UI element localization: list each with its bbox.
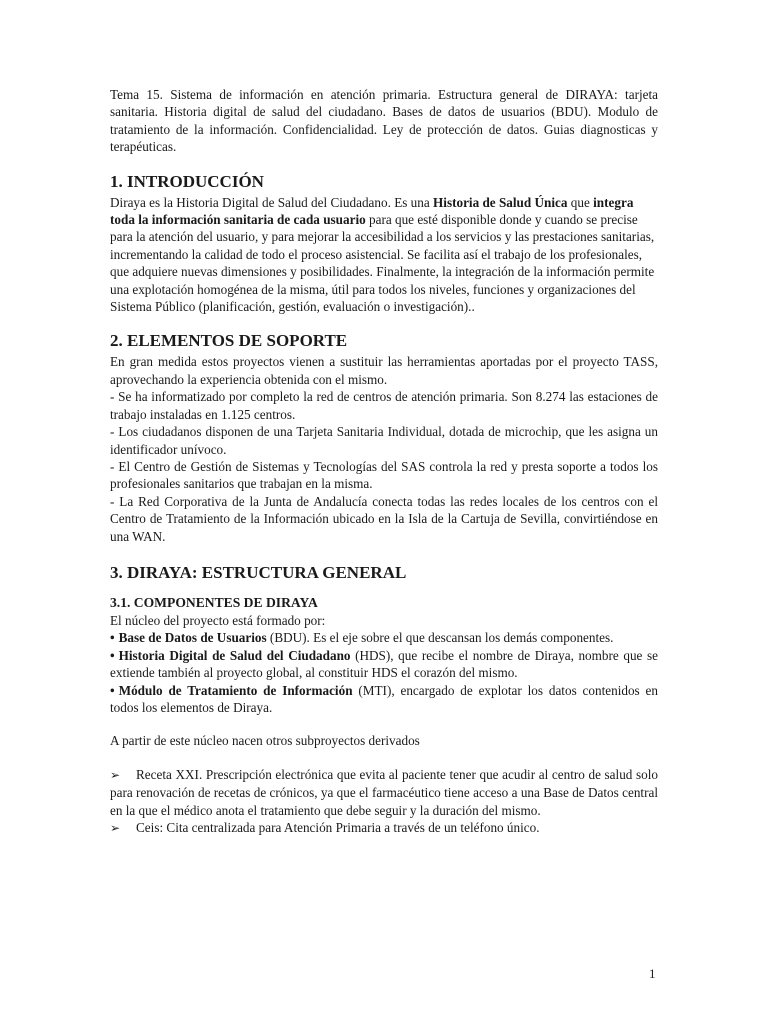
subproject-text: Ceis: Cita centralizada para Atención Primaria a través de un teléfono único. bbox=[136, 820, 540, 835]
bullet-icon: • bbox=[110, 630, 115, 646]
component-item bbox=[110, 647, 658, 682]
component-name: Base de Datos de Usuarios bbox=[118, 630, 267, 646]
component-description: (HDS), que recibe el nombre de Diraya, nombre que se extiende también al proyecto global, al constituir HDS el corazón del mismo. bbox=[110, 647, 658, 681]
bullet-icon: • bbox=[110, 647, 115, 663]
bullet-icon: • bbox=[110, 682, 115, 698]
support-paragraph-2: - Se ha informatizado por completo la red de centros de atención primaria. Son 8.274 las estaciones de trabajo instaladas en 1.125 centros. bbox=[110, 389, 658, 422]
subprojects-lead: A partir de este núcleo nacen otros subproyectos derivados bbox=[110, 733, 420, 749]
intro-text-3: para que esté disponible donde y cuando se precise para la atención del usuario, y para mejorar la accesibilidad a los servicios y las prestaciones sanitarias, incrementando la calidad de todo el proceso asistencial. Se facilita así el trabajo de los profesionales, que adquiere nuevas dimensiones y posibilidades. Finalmente, la integración de la información permite una explotación homogénea de la misma, útil para todos los niveles, funciones y organizaciones del Sistema Público (planificación, gestión, evaluación o investigación).. bbox=[110, 212, 655, 315]
arrow-bullet-icon: ➢ bbox=[110, 821, 121, 835]
section-1-heading: 1. INTRODUCCIÓN bbox=[110, 171, 264, 191]
support-paragraph-5: - La Red Corporativa de la Junta de Andalucía conecta todas las redes locales de los centros con el Centro de Tratamiento de la Información ubicado en la Isla de la Cartuja de Sevilla, convirtiéndose en una WAN. bbox=[110, 493, 658, 544]
support-paragraph-3: - Los ciudadanos disponen de una Tarjeta Sanitaria Individual, dotada de microchip, que les asigna un identificador unívoco. bbox=[110, 424, 658, 457]
section-2-heading: 2. ELEMENTOS DE SOPORTE bbox=[110, 331, 348, 351]
intro-bold-2: integra toda la información sanitaria de cada usuario bbox=[110, 194, 634, 228]
component-description: (MTI), encargado de explotar los datos contenidos en todos los elementos de Diraya. bbox=[110, 682, 658, 715]
support-paragraph-4: - El Centro de Gestión de Sistemas y Tecnologías del SAS controla la red y presta soporte a todos los profesionales sanitarios que trabajan en la misma. bbox=[110, 458, 658, 492]
subproject-item bbox=[110, 819, 658, 837]
component-item bbox=[110, 629, 658, 646]
introduction-paragraph bbox=[110, 194, 658, 316]
support-paragraph-1: En gran medida estos proyectos vienen a sustituir las herramientas aportadas por el proyecto TASS, aprovechando la experiencia obtenida con el mismo. bbox=[110, 354, 658, 387]
component-description: (BDU). Es el eje sobre el que descansan los demás componentes. bbox=[266, 630, 614, 646]
component-name: Historia Digital de Salud del Ciudadano bbox=[118, 647, 351, 663]
subsection-3-1-heading: 3.1. COMPONENTES DE DIRAYA bbox=[110, 594, 318, 610]
component-item bbox=[110, 682, 658, 717]
intro-text-1: Diraya es la Historia Digital de Salud del Ciudadano. Es una bbox=[110, 194, 434, 210]
subproject-item bbox=[110, 766, 658, 819]
section-3-heading: 3. DIRAYA: ESTRUCTURA GENERAL bbox=[110, 562, 407, 582]
components-lead: El núcleo del proyecto está formado por: bbox=[110, 612, 326, 628]
page-number: 1 bbox=[649, 966, 656, 981]
intro-bold-1: Historia de Salud Única bbox=[433, 194, 568, 210]
component-name: Módulo de Tratamiento de Información bbox=[118, 682, 353, 698]
topic-paragraph: Tema 15. Sistema de información en atención primaria. Estructura general de DIRAYA: tarjeta sanitaria. Historia digital de salud del ciudadano. Bases de datos de usuarios (BDU). Modulo de tratamiento de la información. Confidencialidad. Ley de protección de datos. Guias diagnosticas y terapéuticas. bbox=[110, 87, 658, 155]
document-page bbox=[110, 86, 658, 837]
arrow-bullet-icon: ➢ bbox=[110, 767, 121, 782]
subproject-text: Receta XXI. Prescripción electrónica que evita al paciente tener que acudir al centro de salud solo para renovación de recetas de crónicos, ya que el farmacéutico tiene acceso a una Base de Datos central en la que el médico anota el tratamiento que debe seguir y la duración del mismo. bbox=[110, 766, 658, 818]
intro-text-2: que bbox=[567, 194, 594, 210]
